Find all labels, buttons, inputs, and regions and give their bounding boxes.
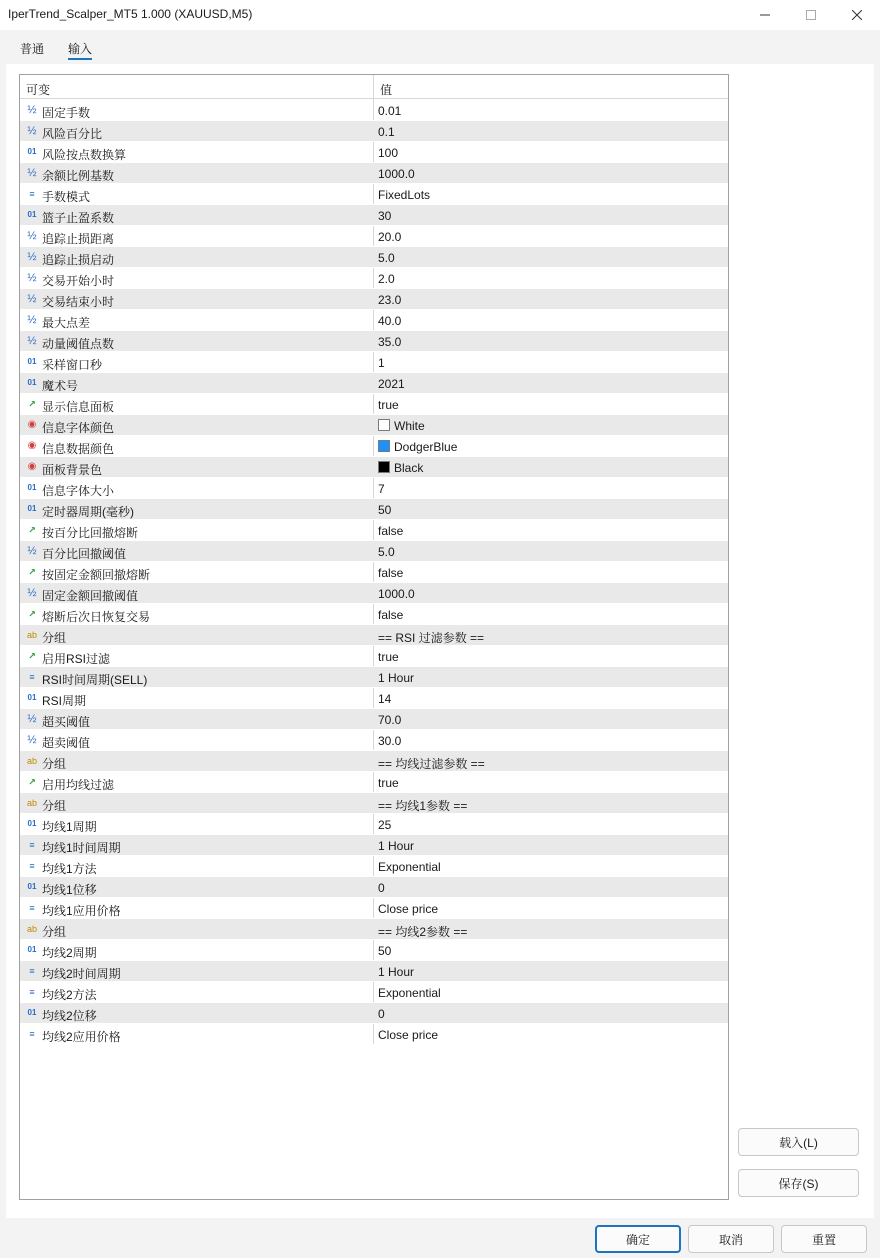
table-row[interactable] <box>20 352 728 373</box>
boolean-arrow-icon: ↗ <box>28 399 36 409</box>
row-variable-name: 追踪止损启动 <box>42 253 115 267</box>
row-value[interactable]: 100 <box>378 146 399 160</box>
list-icon: ≡ <box>29 903 35 913</box>
table-row[interactable] <box>20 583 728 604</box>
table-row[interactable] <box>20 541 728 562</box>
table-row[interactable] <box>20 268 728 289</box>
header-value[interactable]: 值 <box>380 83 393 97</box>
integer-icon: 01 <box>27 504 37 513</box>
row-variable-name: 均线1周期 <box>42 820 97 834</box>
integer-icon: 01 <box>27 693 37 702</box>
table-row[interactable] <box>20 877 728 898</box>
table-row[interactable] <box>20 289 728 310</box>
grid-rows <box>20 100 728 1045</box>
maximize-button[interactable] <box>788 0 834 30</box>
integer-icon: 01 <box>27 945 37 954</box>
table-row[interactable] <box>20 667 728 688</box>
row-variable-name: 固定手数 <box>42 106 91 120</box>
row-value[interactable]: 1000.0 <box>378 587 415 601</box>
table-row[interactable] <box>20 856 728 877</box>
row-value[interactable]: 0 <box>378 1007 385 1021</box>
row-variable-name: 固定金额回撤阈值 <box>42 589 139 603</box>
table-row[interactable] <box>20 688 728 709</box>
row-value[interactable]: == 均线2参数 == <box>378 925 468 939</box>
color-palette-icon: ◉ <box>27 440 37 451</box>
row-variable-name: 显示信息面板 <box>42 400 115 414</box>
table-row[interactable] <box>20 814 728 835</box>
minimize-button[interactable] <box>742 0 788 30</box>
list-icon: ≡ <box>29 189 35 199</box>
row-value[interactable]: 50 <box>378 503 392 517</box>
grid-header <box>20 75 728 99</box>
inputs-grid[interactable] <box>19 74 729 1200</box>
table-row[interactable] <box>20 394 728 415</box>
row-value[interactable]: 5.0 <box>378 251 395 265</box>
string-icon: ab <box>26 924 37 934</box>
row-variable-name: 余额比例基数 <box>42 169 115 183</box>
boolean-arrow-icon: ↗ <box>28 567 36 577</box>
row-value[interactable]: Close price <box>378 902 439 916</box>
tab-bar <box>0 30 880 62</box>
string-icon: ab <box>26 798 37 808</box>
fraction-icon: ½ <box>27 335 37 347</box>
row-value[interactable]: 2.0 <box>378 272 395 286</box>
color-swatch[interactable] <box>378 461 390 473</box>
row-value[interactable]: 1000.0 <box>378 167 415 181</box>
row-variable-name: 最大点差 <box>42 316 91 330</box>
table-row[interactable] <box>20 898 728 919</box>
integer-icon: 01 <box>27 357 37 366</box>
row-variable-name: 按固定金额回撤熔断 <box>42 568 151 582</box>
integer-icon: 01 <box>27 819 37 828</box>
row-variable-name: 启用RSI过滤 <box>42 652 111 666</box>
row-variable-name: 均线2方法 <box>42 988 97 1002</box>
active-tab-indicator <box>68 58 92 60</box>
row-variable-name: 均线2应用价格 <box>42 1030 121 1044</box>
table-row[interactable] <box>20 709 728 730</box>
row-variable-name: 手数模式 <box>42 190 91 204</box>
table-row[interactable] <box>20 751 728 772</box>
row-value[interactable]: 7 <box>378 482 385 496</box>
table-row[interactable] <box>20 457 728 478</box>
list-icon: ≡ <box>29 840 35 850</box>
table-row[interactable] <box>20 604 728 625</box>
table-row[interactable] <box>20 205 728 226</box>
row-variable-name: 追踪止损距离 <box>42 232 115 246</box>
row-variable-name: 交易结束小时 <box>42 295 115 309</box>
fraction-icon: ½ <box>27 167 37 179</box>
row-value[interactable]: true <box>378 650 399 664</box>
row-value[interactable]: 20.0 <box>378 230 402 244</box>
table-row[interactable] <box>20 247 728 268</box>
table-row[interactable] <box>20 142 728 163</box>
row-value[interactable]: 5.0 <box>378 545 395 559</box>
list-icon: ≡ <box>29 861 35 871</box>
integer-icon: 01 <box>27 378 37 387</box>
table-row[interactable] <box>20 730 728 751</box>
row-variable-name: 分组 <box>42 631 67 645</box>
table-row[interactable] <box>20 961 728 982</box>
row-value[interactable]: 23.0 <box>378 293 402 307</box>
color-palette-icon: ◉ <box>27 419 37 430</box>
fraction-icon: ½ <box>27 230 37 242</box>
table-row[interactable] <box>20 100 728 121</box>
integer-icon: 01 <box>27 147 37 156</box>
save-button[interactable]: 保存(S) <box>738 1169 859 1197</box>
fraction-icon: ½ <box>27 545 37 557</box>
tab-inputs[interactable]: 输入 <box>68 42 93 56</box>
row-value[interactable]: Black <box>394 461 424 475</box>
row-value[interactable]: 30.0 <box>378 734 402 748</box>
integer-icon: 01 <box>27 882 37 891</box>
table-row[interactable] <box>20 331 728 352</box>
table-row[interactable] <box>20 940 728 961</box>
load-button[interactable]: 载入(L) <box>738 1128 859 1156</box>
list-icon: ≡ <box>29 966 35 976</box>
table-row[interactable] <box>20 1003 728 1024</box>
boolean-arrow-icon: ↗ <box>28 651 36 661</box>
row-variable-name: 均线1应用价格 <box>42 904 121 918</box>
row-variable-name: 交易开始小时 <box>42 274 115 288</box>
integer-icon: 01 <box>27 483 37 492</box>
fraction-icon: ½ <box>27 251 37 263</box>
row-variable-name: 超卖阈值 <box>42 736 91 750</box>
row-value[interactable]: false <box>378 524 404 538</box>
reset-button[interactable]: 重置 <box>781 1225 867 1253</box>
row-value[interactable]: 2021 <box>378 377 405 391</box>
row-value[interactable]: false <box>378 608 404 622</box>
window-title: IperTrend_Scalper_MT5 1.000 (XAUUSD,M5) <box>8 7 253 21</box>
table-row[interactable] <box>20 478 728 499</box>
row-value[interactable]: 1 Hour <box>378 839 415 853</box>
color-palette-icon: ◉ <box>27 461 37 472</box>
row-value[interactable]: Exponential <box>378 860 441 874</box>
row-variable-name: 熔断后次日恢复交易 <box>42 610 151 624</box>
cancel-button[interactable]: 取消 <box>688 1225 774 1253</box>
title-bar <box>0 0 880 30</box>
table-row[interactable] <box>20 793 728 814</box>
table-row[interactable] <box>20 919 728 940</box>
row-variable-name: 百分比回撤阈值 <box>42 547 127 561</box>
integer-icon: 01 <box>27 1008 37 1017</box>
row-variable-name: 均线2周期 <box>42 946 97 960</box>
fraction-icon: ½ <box>27 104 37 116</box>
table-row[interactable] <box>20 310 728 331</box>
row-value[interactable]: 30 <box>378 209 392 223</box>
fraction-icon: ½ <box>27 293 37 305</box>
table-row[interactable] <box>20 373 728 394</box>
row-value[interactable]: Close price <box>378 1028 439 1042</box>
row-variable-name: 均线1方法 <box>42 862 97 876</box>
fraction-icon: ½ <box>27 272 37 284</box>
table-row[interactable] <box>20 184 728 205</box>
row-variable-name: 定时器周期(毫秒) <box>42 505 134 519</box>
row-value[interactable]: 0 <box>378 881 385 895</box>
string-icon: ab <box>26 630 37 640</box>
row-variable-name: 均线1时间周期 <box>42 841 121 855</box>
close-button[interactable] <box>834 0 880 30</box>
integer-icon: 01 <box>27 210 37 219</box>
list-icon: ≡ <box>29 987 35 997</box>
table-row[interactable] <box>20 982 728 1003</box>
close-icon <box>852 10 862 20</box>
boolean-arrow-icon: ↗ <box>28 525 36 535</box>
row-variable-name: 面板背景色 <box>42 463 103 477</box>
color-swatch[interactable] <box>378 419 390 431</box>
row-value[interactable]: DodgerBlue <box>394 440 458 454</box>
row-value[interactable]: 40.0 <box>378 314 402 328</box>
boolean-arrow-icon: ↗ <box>28 777 36 787</box>
row-variable-name: 分组 <box>42 925 67 939</box>
row-value[interactable]: 70.0 <box>378 713 402 727</box>
row-value[interactable]: FixedLots <box>378 188 431 202</box>
table-row[interactable] <box>20 520 728 541</box>
row-value[interactable]: 14 <box>378 692 392 706</box>
row-variable-name: 信息字体大小 <box>42 484 115 498</box>
boolean-arrow-icon: ↗ <box>28 609 36 619</box>
table-row[interactable] <box>20 835 728 856</box>
fraction-icon: ½ <box>27 734 37 746</box>
row-variable-name: 篮子止盈系数 <box>42 211 115 225</box>
minimize-icon <box>760 10 770 20</box>
row-value[interactable]: == 均线1参数 == <box>378 799 468 813</box>
table-row[interactable] <box>20 1024 728 1045</box>
row-value[interactable]: true <box>378 776 399 790</box>
row-variable-name: 信息数据颜色 <box>42 442 115 456</box>
fraction-icon: ½ <box>27 125 37 137</box>
row-variable-name: 超买阈值 <box>42 715 91 729</box>
table-row[interactable] <box>20 163 728 184</box>
row-value[interactable]: 25 <box>378 818 392 832</box>
row-value[interactable]: 50 <box>378 944 392 958</box>
row-value[interactable]: 0.1 <box>378 125 395 139</box>
row-variable-name: 动量阈值点数 <box>42 337 115 351</box>
tab-common[interactable]: 普通 <box>20 42 45 56</box>
fraction-icon: ½ <box>27 587 37 599</box>
table-row[interactable] <box>20 415 728 436</box>
table-row[interactable] <box>20 625 728 646</box>
fraction-icon: ½ <box>27 713 37 725</box>
row-value[interactable]: true <box>378 398 399 412</box>
table-row[interactable] <box>20 562 728 583</box>
row-value[interactable]: 0.01 <box>378 104 402 118</box>
row-variable-name: 启用均线过滤 <box>42 778 115 792</box>
row-variable-name: RSI周期 <box>42 694 87 708</box>
list-icon: ≡ <box>29 1029 35 1039</box>
row-variable-name: 按百分比回撤熔断 <box>42 526 139 540</box>
row-variable-name: 分组 <box>42 757 67 771</box>
row-variable-name: 风险按点数换算 <box>42 148 127 162</box>
string-icon: ab <box>26 756 37 766</box>
row-variable-name: 均线2时间周期 <box>42 967 121 981</box>
table-row[interactable] <box>20 121 728 142</box>
row-variable-name: RSI时间周期(SELL) <box>42 673 148 687</box>
table-row[interactable] <box>20 499 728 520</box>
row-variable-name: 采样窗口秒 <box>42 358 103 372</box>
table-row[interactable] <box>20 226 728 247</box>
row-value[interactable]: == 均线过滤参数 == <box>378 757 485 771</box>
row-value[interactable]: 1 <box>378 356 385 370</box>
table-row[interactable] <box>20 436 728 457</box>
ok-button[interactable]: 确定 <box>595 1225 681 1253</box>
row-variable-name: 均线2位移 <box>42 1009 97 1023</box>
row-variable-name: 信息字体颜色 <box>42 421 115 435</box>
row-value[interactable]: false <box>378 566 404 580</box>
row-value[interactable]: 1 Hour <box>378 965 415 979</box>
maximize-icon <box>806 10 816 20</box>
row-variable-name: 风险百分比 <box>42 127 103 141</box>
row-value[interactable]: == RSI 过滤参数 == <box>378 631 485 645</box>
header-variable[interactable]: 可变 <box>26 83 51 97</box>
table-row[interactable] <box>20 646 728 667</box>
row-variable-name: 均线1位移 <box>42 883 97 897</box>
row-value[interactable]: 1 Hour <box>378 671 415 685</box>
row-value[interactable]: White <box>394 419 425 433</box>
fraction-icon: ½ <box>27 314 37 326</box>
list-icon: ≡ <box>29 672 35 682</box>
color-swatch[interactable] <box>378 440 390 452</box>
table-row[interactable] <box>20 772 728 793</box>
row-value[interactable]: 35.0 <box>378 335 402 349</box>
row-value[interactable]: Exponential <box>378 986 441 1000</box>
row-variable-name: 分组 <box>42 799 67 813</box>
row-variable-name: 魔术号 <box>42 379 79 393</box>
